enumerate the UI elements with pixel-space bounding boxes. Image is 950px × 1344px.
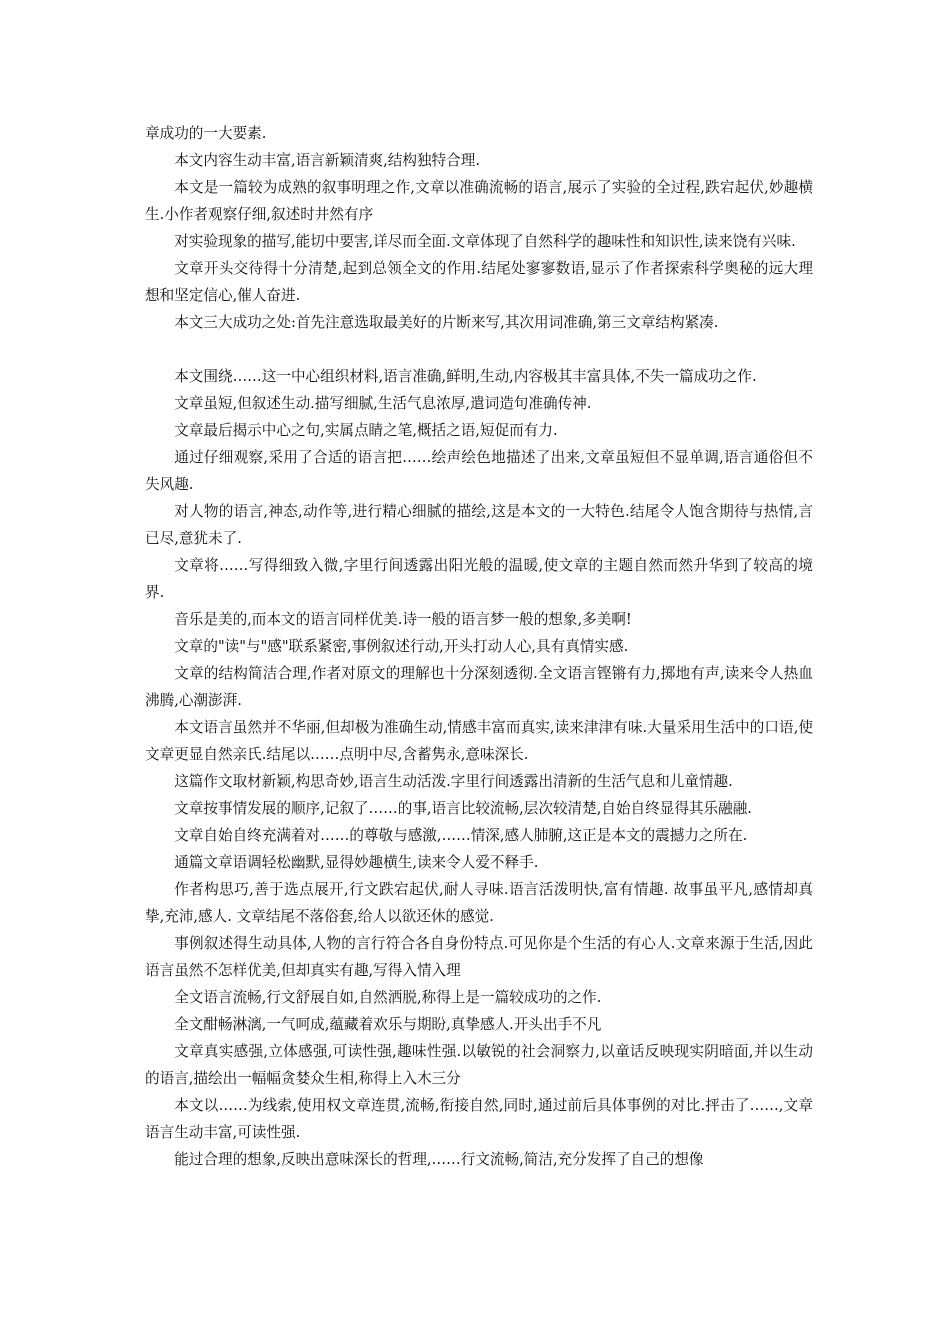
paragraph: 对人物的语言,神态,动作等,进行精心细腻的描绘,这是本文的一大特色.结尾令人饱含期待与热情,言已尽,意犹未了. <box>145 503 813 547</box>
paragraph: 文章虽短,但叙述生动.描写细腻,生活气息浓厚,遣词造句准确传神. <box>174 395 592 412</box>
paragraph: 本文三大成功之处:首先注意选取最美好的片断来写,其次用词准确,第三文章结构紧凑. <box>174 314 719 331</box>
paragraph: 对实验现象的描写,能切中要害,详尽而全面.文章体现了自然科学的趣味性和知识性,读来饶有兴味. <box>174 233 796 250</box>
paragraph: 文章真实感强,立体感强,可读性强,趣味性强.以敏锐的社会洞察力,以童话反映现实阴暗面,并以生动的语言,描绘出一幅幅贪婪众生相,称得上入木三分 <box>145 1043 813 1087</box>
paragraph: 文章按事情发展的顺序,记叙了……的事,语言比较流畅,层次较清楚,自始自终显得其乐融融. <box>174 800 752 817</box>
paragraph: 文章的"读"与"感"联系紧密,事例叙述行动,开头打动人心,具有真情实感. <box>174 638 629 655</box>
document-page <box>145 120 813 1173</box>
paragraph: 全文语言流畅,行文舒展自如,自然洒脱,称得上是一篇较成功的之作. <box>174 989 602 1006</box>
paragraph: 文章的结构简洁合理,作者对原文的理解也十分深刻透彻.全文语言铿锵有力,掷地有声,读来令人热血沸腾,心潮澎湃. <box>145 665 813 709</box>
paragraph: 通篇文章语调轻松幽默,显得妙趣横生,读来令人爱不释手. <box>174 854 539 871</box>
paragraph: 音乐是美的,而本文的语言同样优美.诗一般的语言梦一般的想象,多美啊! <box>174 611 632 628</box>
paragraph: 章成功的一大要素. <box>145 125 267 142</box>
paragraph: 本文围绕……这一中心组织材料,语言准确,鲜明,生动,内容极其丰富具体,不失一篇成功之作. <box>174 368 757 385</box>
paragraph: 能过合理的想象,反映出意味深长的哲理,……行文流畅,简洁,充分发挥了自己的想像 <box>174 1151 704 1168</box>
paragraph: 这篇作文取材新颖,构思奇妙,语言生动活泼.字里行间透露出清新的生活气息和儿童情趣. <box>174 773 733 790</box>
paragraph: 全文酣畅淋漓,一气呵成,蕴藏着欢乐与期盼,真挚感人.开头出手不凡 <box>174 1016 602 1033</box>
paragraph: 文章开头交待得十分清楚,起到总领全文的作用.结尾处寥寥数语,显示了作者探索科学奥秘的远大理想和坚定信心,催人奋进. <box>145 260 813 304</box>
paragraph: 文章最后揭示中心之句,实属点睛之笔,概括之语,短促而有力. <box>174 422 558 439</box>
paragraph: 本文语言虽然并不华丽,但却极为准确生动,情感丰富而真实,读来津津有味.大量采用生活中的口语,使文章更显自然亲氏.结尾以……点明中尽,含蓄隽永,意味深长. <box>145 719 813 763</box>
paragraph: 事例叙述得生动具体,人物的言行符合各自身份特点.可见你是个生活的有心人.文章来源于生活,因此语言虽然不怎样优美,但却真实有趣,写得入情入理 <box>145 935 813 979</box>
paragraph: 本文以……为线索,使用权文章连贯,流畅,衔接自然,同时,通过前后具体事例的对比.抨击了……,文章语言生动丰富,可读性强. <box>145 1097 813 1141</box>
paragraph: 本文是一篇较为成熟的叙事明理之作,文章以准确流畅的语言,展示了实验的全过程,跌宕起伏,妙趣横生.小作者观察仔细,叙述时井然有序 <box>145 179 813 223</box>
paragraph: 文章将……写得细致入微,字里行间透露出阳光般的温暖,使文章的主题自然而然升华到了较高的境界. <box>145 557 813 601</box>
paragraph: 文章自始自终充满着对……的尊敬与感激,……情深,感人肺腑,这正是本文的震撼力之所在. <box>174 827 748 844</box>
blank-line <box>145 336 813 363</box>
paragraph: 作者构思巧,善于选点展开,行文跌宕起伏,耐人寻味.语言活泼明快,富有情趣. 故事虽平凡,感情却真挚,充沛,感人. 文章结尾不落俗套,给人以欲还休的感觉. <box>145 881 813 925</box>
paragraph: 通过仔细观察,采用了合适的语言把……绘声绘色地描述了出来,文章虽短但不显单调,语言通俗但不失风趣. <box>145 449 813 493</box>
paragraph: 本文内容生动丰富,语言新颖清爽,结构独特合理. <box>174 152 480 169</box>
